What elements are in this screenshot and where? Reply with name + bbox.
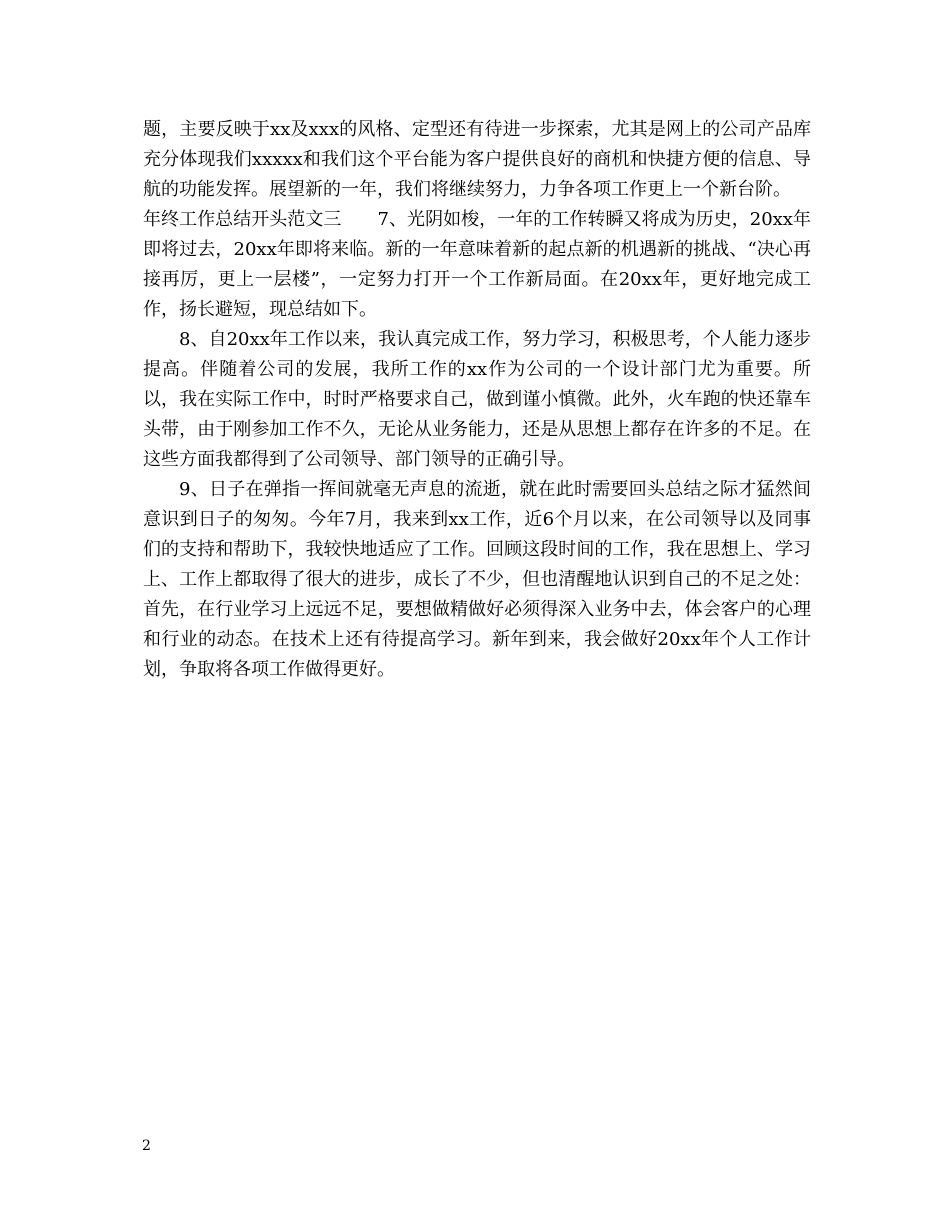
paragraph-continuation: 题，主要反映于xx及xxx的风格、定型还有待进一步探索，尤其是网上的公司产品库充分体现我们xxxxx和我们这个平台能为客户提供良好的商机和快捷方便的信息、导航的功能发挥。展望新的一年，我们将继续努力，力争各项工作更上一个新台阶。	[143, 119, 811, 200]
paragraph-sample-three: 年终工作总结开头范文三 7、光阴如梭，一年的工作转瞬又将成为历史，20xx年即将过去，20xx年即将来临。新的一年意味着新的起点新的机遇新的挑战、“决心再接再厉，更上一层楼”，一定努力打开一个工作新局面。在20xx年，更好地完成工作，扬长避短，现总结如下。	[143, 209, 811, 320]
document-body	[143, 115, 811, 685]
paragraph-item-9: 9、日子在弹指一挥间就毫无声息的流逝，就在此时需要回头总结之际才猛然间意识到日子的匆匆。今年7月，我来到xx工作，近6个月以来，在公司领导以及同事们的支持和帮助下，我较快地适应了工作。回顾这段时间的工作，我在思想上、学习上、工作上都取得了很大的进步，成长了不少，但也清醒地认识到自己的不足之处：首先，在行业学习上远远不足，要想做精做好必须得深入业务中去，体会客户的心理和行业的动态。在技术上还有待提高学习。新年到来，我会做好20xx年个人工作计划，争取将各项工作做得更好。	[143, 479, 811, 680]
page-number: 2	[142, 1138, 151, 1154]
paragraph-item-8: 8、自20xx年工作以来，我认真完成工作，努力学习，积极思考，个人能力逐步提高。伴随着公司的发展，我所工作的xx作为公司的一个设计部门尤为重要。所以，我在实际工作中，时时严格要求自己，做到谨小慎微。此外，火车跑的快还靠车头带，由于刚参加工作不久，无论从业务能力，还是从思想上都存在许多的不足。在这些方面我都得到了公司领导、部门领导的正确引导。	[143, 329, 811, 470]
